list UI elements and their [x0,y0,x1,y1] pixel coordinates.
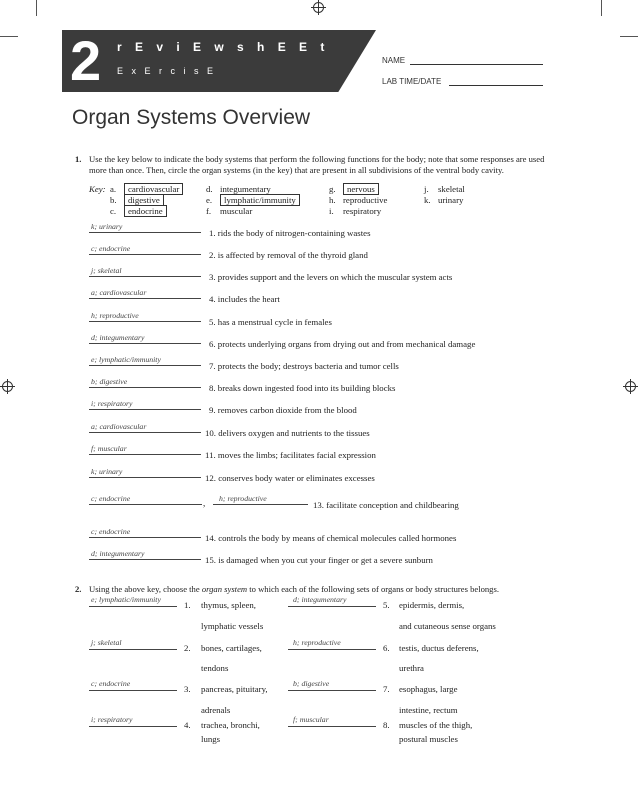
key-name: integumentary [220,184,271,194]
answer-line[interactable] [89,276,201,277]
item-text: postural muscles [399,734,458,744]
answer-line[interactable] [89,606,177,607]
key-name: cardiovascular [124,183,183,195]
item-text: 15. is damaged when you cut your finger or get a severe sunburn [205,555,433,565]
item-text: intestine, rectum [399,705,458,715]
crop-mark [620,36,638,37]
crop-mark [601,0,602,16]
answer-line[interactable] [288,606,376,607]
item-text: 6. protects underlying organs from drying out and from mechanical damage [209,339,476,349]
key-item [206,206,252,216]
item-text: and cutaneous sense organs [399,621,496,631]
answer-text: c; endocrine [91,679,131,688]
answer-text: j; skeletal [91,266,122,275]
exercise-number: 2 [70,29,102,92]
key-name: endocrine [124,205,167,217]
question-2-number: 2. [75,584,82,594]
item-text: lungs [201,734,221,744]
item-text: 14. controls the body by means of chemical molecules called hormones [205,533,457,543]
key-name: reproductive [343,195,388,205]
item-number: 1. [184,600,191,610]
key-letter: e. [206,195,213,205]
answer-text: i; respiratory [91,399,133,408]
answer-line[interactable] [89,537,201,538]
instruction-text: to which each of the following sets of organs or body structures belongs. [247,584,499,594]
item-text: 2. is affected by removal of the thyroid gland [209,250,368,260]
answer-text: c; endocrine [91,244,131,253]
key-letter: i. [329,206,334,216]
answer-text: f; muscular [293,715,329,724]
answer-text: b; digestive [293,679,330,688]
answer-text: a; cardiovascular [91,422,147,431]
item-text: 5. has a menstrual cycle in females [209,317,332,327]
answer-text: h; reproductive [91,311,139,320]
item-text: 12. conserves body water or eliminates excesses [205,473,375,483]
instruction-text: Using the above key, choose the [89,584,202,594]
answer-line[interactable] [89,690,177,691]
key-item [206,195,300,205]
answer-text: d; integumentary [91,549,145,558]
answer-line[interactable] [89,432,201,433]
answer-line[interactable] [288,726,376,727]
key-item [424,195,463,205]
question-2-instruction [89,584,499,595]
answer-line[interactable] [89,343,201,344]
question-1-instruction: Use the key below to indicate the body systems that perform the following functions for the body; note that some responses are used more than once. Then, circle the organ systems (in the key) that are present in all subdivisions of the ventral body cavity. [89,154,545,175]
item-text: 9. removes carbon dioxide from the blood [209,405,357,415]
key-letter: a. [110,184,117,194]
item-text: urethra [399,663,424,673]
answer-line[interactable] [89,649,177,650]
key-name: respiratory [343,206,382,216]
answer-line[interactable] [89,477,201,478]
item-text: 10. delivers oxygen and nutrients to the tissues [205,428,370,438]
item-text: bones, cartilages, [201,643,262,653]
key-item [424,184,465,194]
answer-text: c; endocrine [91,494,131,503]
answer-line[interactable] [89,409,201,410]
key-item [329,184,379,194]
key-name: skeletal [438,184,465,194]
key-letter: j. [424,184,429,194]
answer-line[interactable] [89,387,201,388]
key-item [110,184,183,194]
item-text: esophagus, large [399,684,458,694]
answer-line[interactable] [89,454,201,455]
banner-subtitle: E x E r c i s E [117,66,217,76]
answer-line[interactable] [89,365,201,366]
key-item [329,206,381,216]
key-letter: b. [110,195,117,205]
item-number: 7. [383,684,390,694]
item-text: pancreas, pituitary, [201,684,268,694]
instruction-emphasis: organ system [201,584,248,594]
item-number: 5. [383,600,390,610]
item-number: 6. [383,643,390,653]
key-item [110,195,164,205]
key-letter: g. [329,184,336,194]
crop-mark [36,0,37,16]
item-text: 11. moves the limbs; facilitates facial expression [205,450,376,460]
banner-title: r E v i E w s h E E t [117,40,330,54]
key-item [206,184,271,194]
item-text: trachea, bronchi, [201,720,260,730]
answer-text: d; integumentary [293,595,347,604]
item-number: 4. [184,720,191,730]
key-name: digestive [124,194,164,206]
answer-text: k; urinary [91,467,123,476]
answer-text: h; reproductive [219,494,267,503]
item-text: testis, ductus deferens, [399,643,479,653]
question-1-number: 1. [75,154,82,164]
key-letter: h. [329,195,336,205]
key-name: nervous [343,183,379,195]
answer-line[interactable] [213,504,308,505]
answer-text: e; lymphatic/immunity [91,355,161,364]
answer-text: e; lymphatic/immunity [91,595,161,604]
item-text: 3. provides support and the levers on which the muscular system acts [209,272,453,282]
answer-line[interactable] [288,690,376,691]
answer-text: f; muscular [91,444,127,453]
key-letter: f. [206,206,212,216]
item-text: thymus, spleen, [201,600,256,610]
answer-text: a; cardiovascular [91,288,147,297]
key-name: urinary [438,195,464,205]
item-number: 8. [383,720,390,730]
answer-text: k; urinary [91,222,123,231]
item-text: 7. protects the body; destroys bacteria and tumor cells [209,361,399,371]
item-text: adrenals [201,705,231,715]
answer-text: h; reproductive [293,638,341,647]
item-text: 8. breaks down ingested food into its building blocks [209,383,396,393]
answer-text: c; endocrine [91,527,131,536]
registration-mark-icon [625,381,636,392]
name-field[interactable] [410,64,543,65]
answer-line[interactable] [89,298,201,299]
answer-line[interactable] [89,254,201,255]
lab-time-field[interactable] [449,85,543,86]
registration-mark-icon [313,2,324,13]
item-text: muscles of the thigh, [399,720,473,730]
answer-text: d; integumentary [91,333,145,342]
item-number: 3. [184,684,191,694]
item-text: 4. includes the heart [209,294,280,304]
answer-text: b; digestive [91,377,128,386]
answer-line[interactable] [89,559,201,560]
key-item [110,206,167,216]
item-text: epidermis, dermis, [399,600,465,610]
item-text: tendons [201,663,229,673]
answer-text: j; skeletal [91,638,122,647]
answer-line[interactable] [89,321,201,322]
key-name: muscular [220,206,253,216]
item-text: lymphatic vessels [201,621,264,631]
key-letter: d. [206,184,213,194]
key-name: lymphatic/immunity [220,194,300,206]
answer-line[interactable] [89,232,201,233]
answer-line[interactable] [89,726,177,727]
item-text: 1. rids the body of nitrogen-containing wastes [209,228,371,238]
key-label: Key: [89,184,106,194]
crop-mark [0,36,18,37]
key-item [329,195,387,205]
item-text: 13. facilitate conception and childbearing [313,500,459,510]
answer-line[interactable] [288,649,376,650]
name-label: NAME [382,56,406,65]
item-number: 2. [184,643,191,653]
lab-time-label: LAB TIME/DATE [382,77,442,86]
registration-mark-icon [2,381,13,392]
answer-line[interactable] [89,504,202,505]
answer-text: i; respiratory [91,715,133,724]
separator-comma: , [203,498,206,508]
key-letter: c. [110,206,117,216]
page-title: Organ Systems Overview [72,106,311,129]
key-letter: k. [424,195,431,205]
